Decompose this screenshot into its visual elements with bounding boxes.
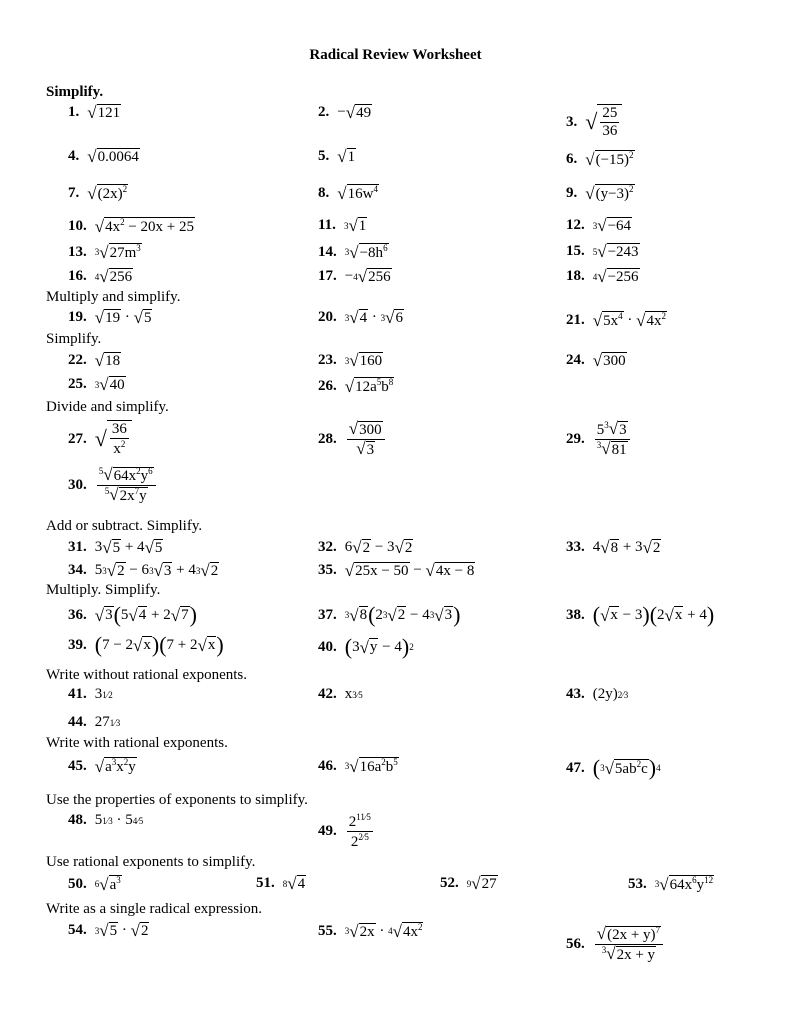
section-simplify: Simplify. [46, 84, 104, 100]
expression: 4 √ −256 [592, 267, 639, 287]
expression: 3 √ $27m^3$ [94, 242, 141, 262]
problem-42: 42. x 3⁄5 [318, 686, 363, 702]
expression: √ $12a^5b^8$ [344, 376, 394, 396]
problem-44: 44. 27 1⁄3 [68, 714, 121, 730]
problem-51: 51. 8 √ 4 [256, 874, 306, 894]
problem-20: 20. 3 √ 4 · 3 √ 6 [318, 308, 403, 328]
problem-24: 24. √ 300 [566, 351, 626, 371]
problem-1: 1. √ 121 [68, 103, 121, 123]
problem-40: 40. ( 3 √ y − 4 ) 2 [318, 634, 414, 659]
section-divide-simplify: Divide and simplify. [46, 399, 169, 415]
expression: √ $5x^4$ · √ $4x^2$ [592, 310, 666, 330]
problem-2: 2. − √ 49 [318, 103, 372, 123]
problem-35: 35. √ 25x − 50 − √ 4x − 8 [318, 561, 475, 581]
expression: 3 √ $16a^2b^5$ [344, 756, 398, 776]
problem-50: 50. 6 √ $a^3$ [68, 874, 121, 894]
problem-45: 45. √ $a^3x^2y$ [68, 756, 136, 776]
problem-14: 14. 3 √ $-8h^6$ [318, 242, 388, 262]
expression: 3 √ 2x · 4 √ $4x^2$ [344, 921, 423, 941]
expression: √ 18 [94, 351, 121, 371]
problem-56: 56. $\frac{√(2x + y)^7}{^3√2x + y}$ [566, 925, 665, 965]
problem-23: 23. 3 √ 160 [318, 351, 383, 371]
expression: 5 1⁄3 · 5 4⁄5 [94, 812, 144, 828]
expression: 6 √ $a^3$ [94, 874, 121, 894]
problem-7: 7. √ $(2x)^2$ [68, 183, 128, 203]
expression: 3 √ 40 [94, 375, 125, 395]
section-properties-exponents: Use the properties of exponents to simplify. [46, 792, 308, 808]
problem-52: 52. 9 √ 27 [440, 874, 497, 894]
expression: ( 7 − 2 √ x )( 7 + 2 √ x ) [94, 632, 224, 657]
expression: √ 3 ( 5 √ 4 + 2 √ 7 ) [94, 602, 197, 627]
section-use-rational-exponents: Use rational exponents to simplify. [46, 854, 256, 870]
expression: 27 1⁄3 [94, 714, 121, 730]
expression: 4 √ 256 [94, 267, 133, 287]
expression: √ 0.0064 [87, 147, 139, 167]
expression: ( 3 √ y − 4 ) 2 [344, 634, 414, 659]
expression: 3 √ 8 ( 2 3 √ 2 − 4 3 √ 3 ) [344, 602, 461, 627]
section-single-radical: Write as a single radical expression. [46, 901, 262, 917]
worksheet-title: Radical Review Worksheet [309, 47, 482, 63]
expression: 3 √ $64x^6y^{12}$ [654, 874, 714, 894]
problem-19: 19. √ 19 · √ 5 [68, 308, 152, 328]
expression: − 4 √ 256 [344, 267, 391, 287]
problem-31: 31. 3 √ 5 + 4 √ 5 [68, 538, 163, 558]
problem-41: 41. 3 1⁄2 [68, 686, 113, 702]
problem-37: 37. 3 √ 8 ( 2 3 √ 2 − 4 3 √ 3 ) [318, 602, 461, 627]
expression: $\frac{2^{11⁄5}}{2^{2⁄5}}$ [348, 812, 371, 851]
expression: √ 121 [87, 103, 121, 123]
expression: 6 √ 2 − 3 √ 2 [344, 538, 413, 558]
expression: 3 √ −64 [592, 216, 632, 236]
problem-53: 53. 3 √ $64x^6y^{12}$ [628, 874, 714, 894]
section-without-rational-exponents: Write without rational exponents. [46, 667, 248, 683]
expression: $\frac{^5√64x^2y^6}{^5√2x^7y}$ [95, 466, 158, 506]
expression: $\frac{5^3√3}{^3√81}$ [593, 420, 632, 460]
expression: √ $16w^4$ [337, 183, 378, 203]
expression: √ 1 [337, 147, 356, 167]
expression: 9 √ 27 [466, 874, 497, 894]
problem-32: 32. 6 √ 2 − 3 √ 2 [318, 538, 413, 558]
expression: √ 300 [592, 351, 626, 371]
expression: 3 √ 4 · 3 √ 6 [344, 308, 403, 328]
expression: x 3⁄5 [344, 686, 363, 702]
problem-11: 11. 3 √ 1 [318, 216, 367, 236]
expression: ( 3 √ $5ab^2c$ ) 4 [592, 755, 661, 780]
expression: 4 √ 8 + 3 √ 2 [592, 538, 661, 558]
problem-34: 34. 5 3 √ 2 − 6 3 √ 3 + 4 3 √ 2 [68, 561, 219, 581]
problem-9: 9. √ $(y-3)^2$ [566, 183, 634, 203]
expression: √ $(y-3)^2$ [585, 183, 634, 203]
expression: 3 √ $-8h^6$ [344, 242, 388, 262]
problem-43: 43. (2y) 2⁄3 [566, 686, 629, 702]
problem-27: 27. √ $\frac{36}{x^2}$ [68, 420, 132, 459]
problem-6: 6. √ $(-15)^2$ [566, 149, 634, 169]
problem-48: 48. 5 1⁄3 · 5 4⁄5 [68, 812, 144, 828]
expression: − √ 49 [337, 103, 372, 123]
problem-47: 47. ( 3 √ $5ab^2c$ ) 4 [566, 755, 661, 780]
problem-55: 55. 3 √ 2x · 4 √ $4x^2$ [318, 921, 423, 941]
problem-54: 54. 3 √ 5 · √ 2 [68, 921, 149, 941]
expression: 3 √ 160 [344, 351, 383, 371]
expression: 3 1⁄2 [94, 686, 113, 702]
expression: 3 √ 1 [343, 216, 367, 236]
expression: (2y) 2⁄3 [592, 686, 629, 702]
expression: √ $(2x)^2$ [87, 183, 128, 203]
problem-12: 12. 3 √ −64 [566, 216, 632, 236]
problem-39: 39. ( 7 − 2 √ x )( 7 + 2 √ x ) [68, 632, 224, 657]
expression: $\frac{√(2x + y)^7}{^3√2x + y}$ [593, 925, 665, 965]
expression: √ 25x − 50 − √ 4x − 8 [344, 561, 475, 581]
problem-13: 13. 3 √ $27m^3$ [68, 242, 141, 262]
problem-22: 22. √ 18 [68, 351, 121, 371]
problem-3: 3. √ $\frac{25}{36}$ [566, 104, 622, 141]
expression: 3 √ 5 + 4 √ 5 [94, 538, 163, 558]
expression: √ $a^3x^2y$ [94, 756, 136, 776]
problem-28: 28. $\frac{√300}{√3}$ [318, 420, 387, 460]
problem-29: 29. $\frac{5^3√3}{^3√81}$ [566, 420, 632, 460]
problem-49: 49. $\frac{2^{11⁄5}}{2^{2⁄5}}$ [318, 812, 375, 852]
section-simplify-2: Simplify. [46, 331, 102, 347]
section-multiply-simplify-2: Multiply. Simplify. [46, 582, 161, 598]
expression: ( √ x − 3 )( 2 √ x + 4 ) [592, 602, 715, 627]
problem-4: 4. √ 0.0064 [68, 147, 139, 167]
problem-5: 5. √ 1 [318, 147, 356, 167]
problem-36: 36. √ 3 ( 5 √ 4 + 2 √ 7 ) [68, 602, 197, 627]
problem-16: 16. 4 √ 256 [68, 267, 133, 287]
problem-25: 25. 3 √ 40 [68, 375, 125, 395]
expression: √ $4x^2 - 20x + 25$ [94, 216, 195, 236]
expression: 8 √ 4 [282, 874, 306, 894]
problem-8: 8. √ $16w^4$ [318, 183, 378, 203]
section-add-subtract: Add or subtract. Simplify. [46, 518, 203, 534]
expression: √ $\frac{25}{36}$ [585, 104, 622, 141]
problem-10: 10. √ $4x^2 - 20x + 25$ [68, 216, 195, 236]
section-multiply-simplify: Multiply and simplify. [46, 289, 181, 305]
problem-46: 46. 3 √ $16a^2b^5$ [318, 756, 398, 776]
problem-33: 33. 4 √ 8 + 3 √ 2 [566, 538, 661, 558]
expression: √ $\frac{36}{x^2}$ [95, 420, 132, 459]
problem-38: 38. ( √ x − 3 )( 2 √ x + 4 ) [566, 602, 715, 627]
problem-15: 15. 5 √ −243 [566, 242, 639, 262]
expression: √ $(-15)^2$ [585, 149, 634, 169]
expression: 5 √ −243 [592, 242, 639, 262]
problem-30: 30. $\frac{^5√64x^2y^6}{^5√2x^7y}$ [68, 466, 158, 506]
expression: √ 19 · √ 5 [94, 308, 152, 328]
expression: 5 3 √ 2 − 6 3 √ 3 + 4 3 √ 2 [94, 561, 219, 581]
expression: $\frac{√300}{√3}$ [345, 420, 387, 460]
problem-18: 18. 4 √ −256 [566, 267, 639, 287]
expression: 3 √ 5 · √ 2 [94, 921, 149, 941]
section-with-rational-exponents: Write with rational exponents. [46, 735, 228, 751]
problem-21: 21. √ $5x^4$ · √ $4x^2$ [566, 310, 666, 330]
problem-17: 17. − 4 √ 256 [318, 267, 391, 287]
problem-26: 26. √ $12a^5b^8$ [318, 376, 394, 396]
